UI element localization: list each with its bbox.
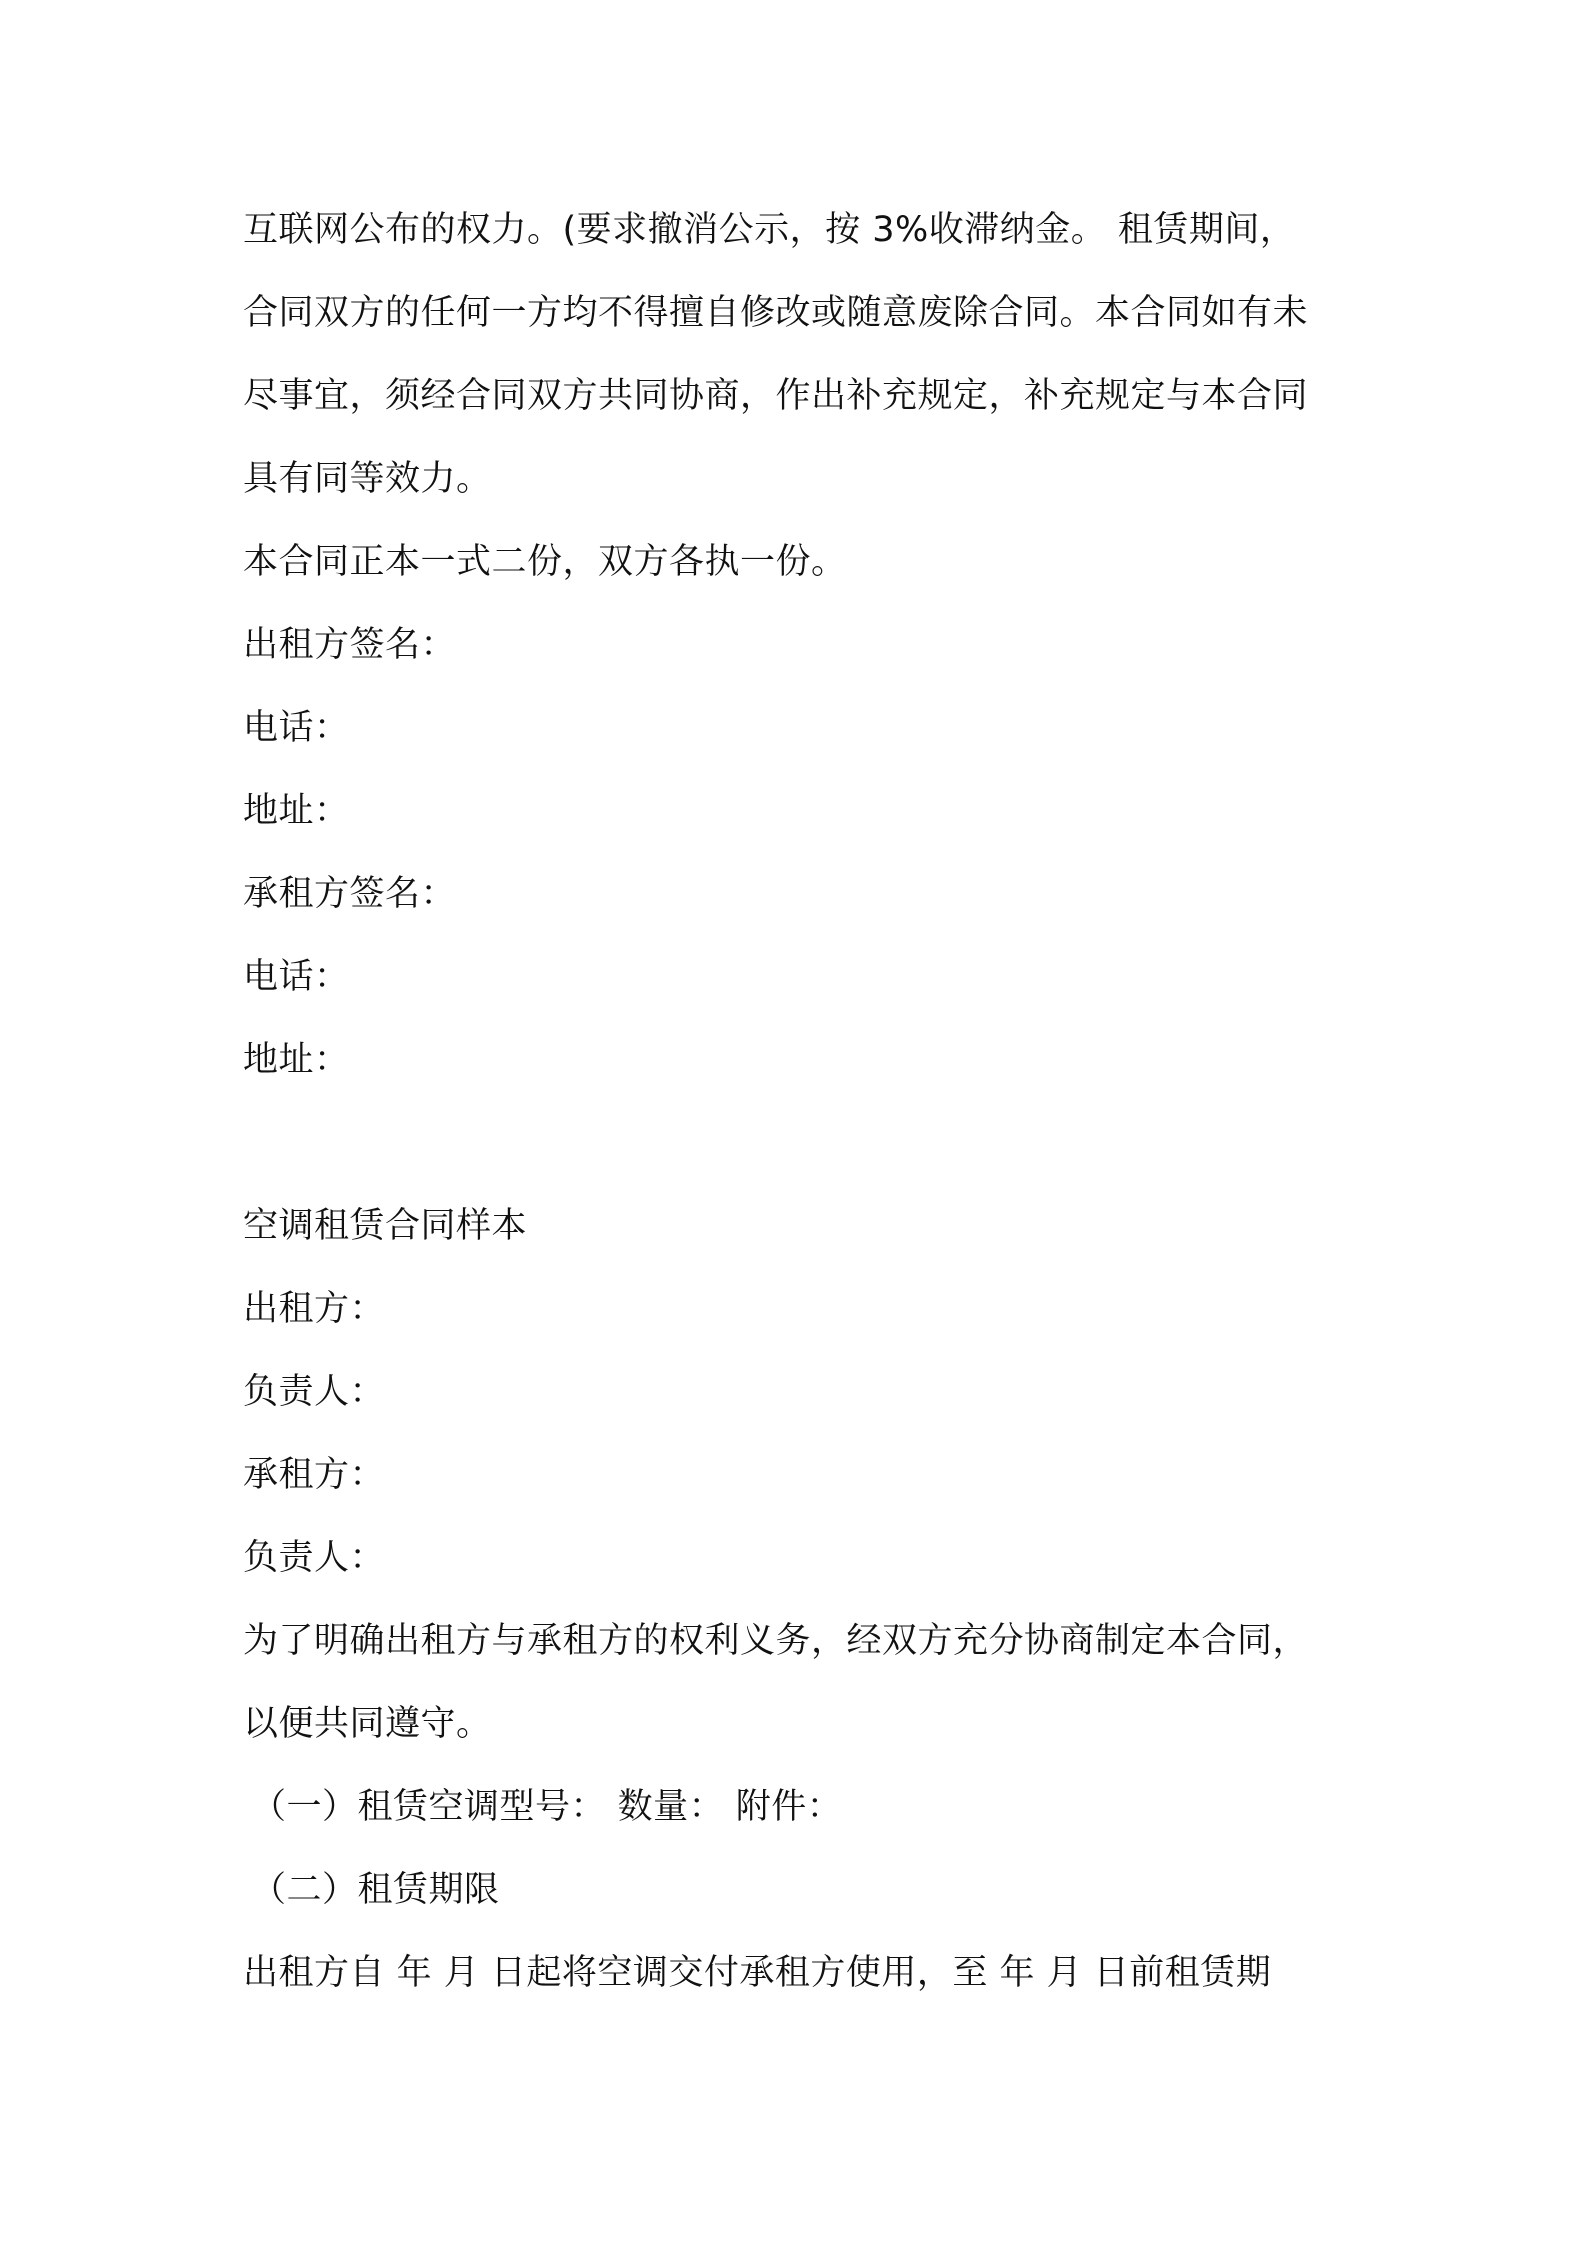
clause-heading: （一）租赁空调型号： 数量： 附件： (251, 1787, 843, 1827)
paragraph-line: 互联网公布的权力。(要求撤消公示，按 3%收滞纳金。 租赁期间， (243, 210, 1296, 250)
lessee-phone-label: 电话： (243, 957, 350, 997)
paragraph-line: 为了明确出租方与承租方的权利义务，经双方充分协商制定本合同， (243, 1621, 1309, 1661)
lessor-label: 出租方： (243, 1289, 386, 1329)
lessee-representative-label: 负责人： (243, 1538, 386, 1578)
lessee-label: 承租方： (243, 1455, 386, 1495)
paragraph-line: 具有同等效力。 (243, 459, 492, 499)
lessor-phone-label: 电话： (243, 708, 350, 748)
lessor-address-label: 地址： (243, 791, 350, 831)
paragraph-line: 尽事宜，须经合同双方共同协商，作出补充规定，补充规定与本合同 (243, 376, 1309, 416)
lessee-address-label: 地址： (243, 1040, 350, 1080)
paragraph-line: 以便共同遵守。 (243, 1704, 492, 1744)
lessor-signature-label: 出租方签名： (243, 625, 457, 665)
paragraph-line: 本合同正本一式二份，双方各执一份。 (243, 542, 847, 582)
clause-heading: （二）租赁期限 (251, 1870, 500, 1910)
contract-title: 空调租赁合同样本 (243, 1206, 528, 1246)
lessor-representative-label: 负责人： (243, 1372, 386, 1412)
paragraph-line: 出租方自 年 月 日起将空调交付承租方使用，至 年 月 日前租赁期 (243, 1953, 1272, 1993)
paragraph-line: 合同双方的任何一方均不得擅自修改或随意废除合同。本合同如有未 (243, 293, 1309, 333)
lessee-signature-label: 承租方签名： (243, 874, 457, 914)
